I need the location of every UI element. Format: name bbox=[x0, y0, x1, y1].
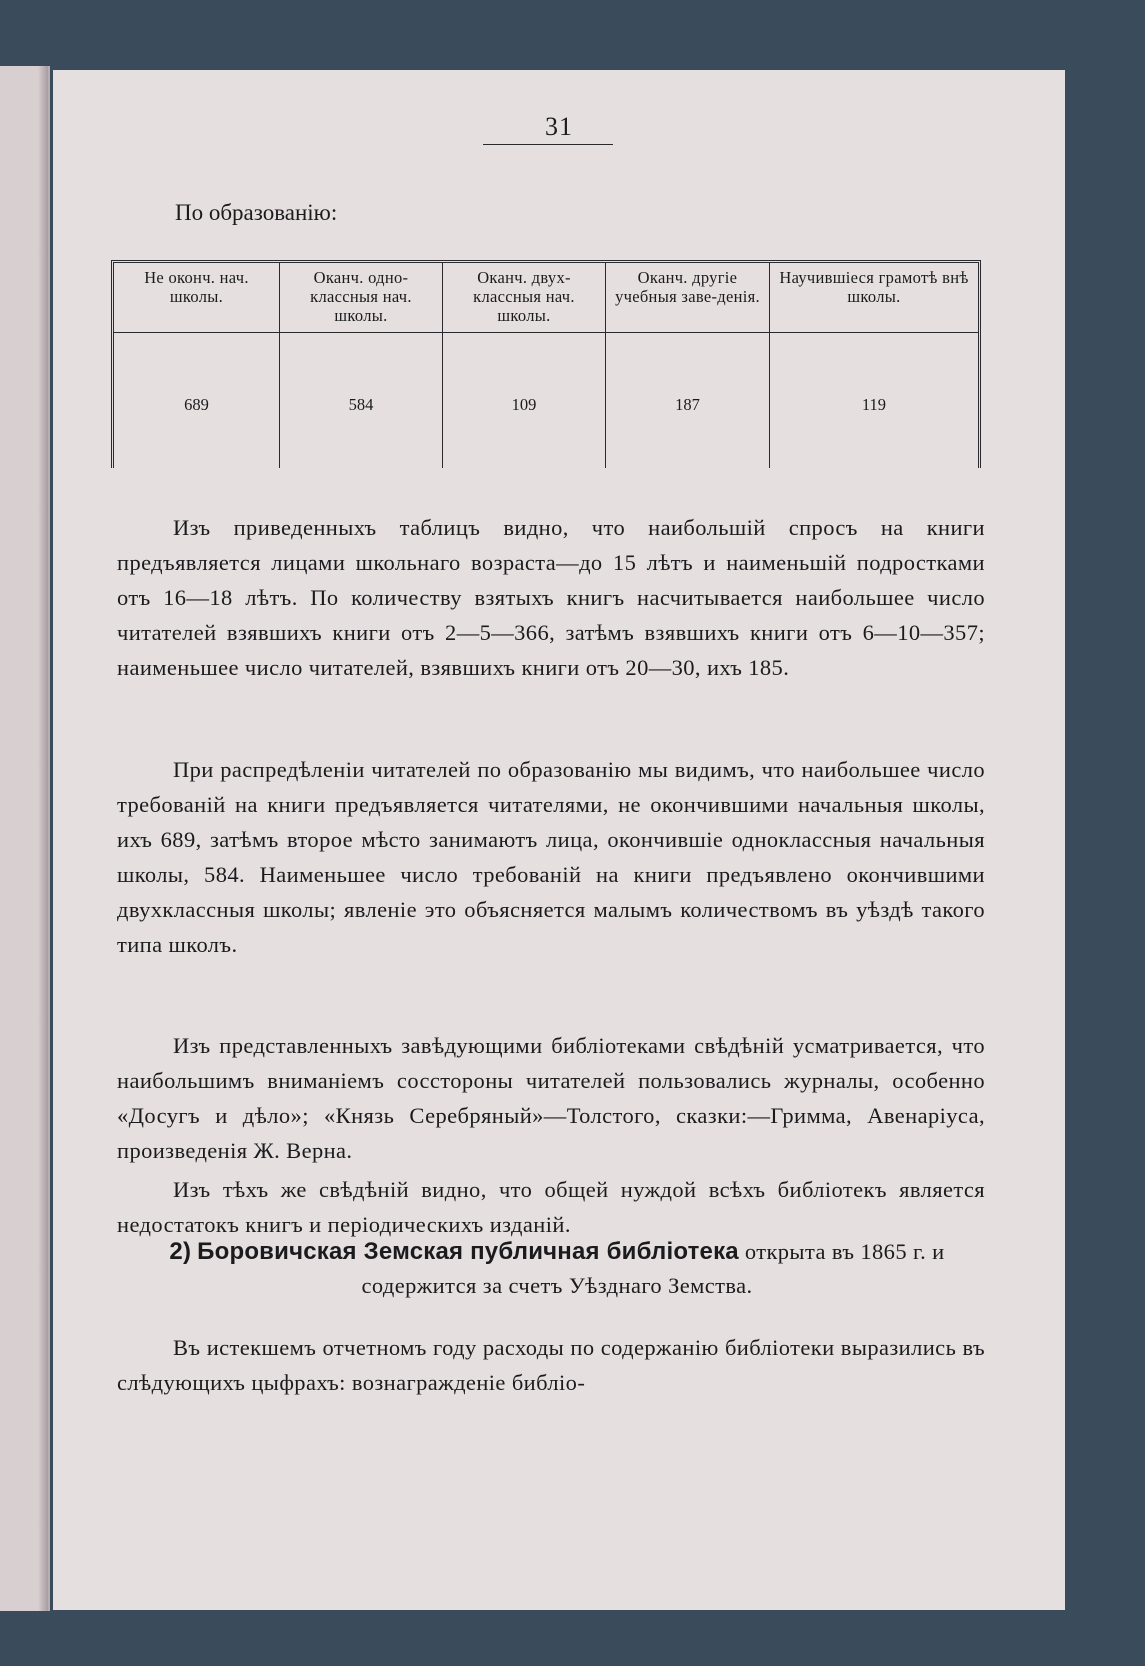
table-value-cell: 689 bbox=[184, 395, 209, 414]
table-value-cell: 187 bbox=[675, 395, 700, 414]
table-column bbox=[770, 263, 978, 468]
table-column bbox=[280, 263, 443, 468]
table-header-cell: Научившіеся грамотѣ внѣ школы. bbox=[770, 263, 978, 333]
body-paragraph: При распредѣленіи читателей по образованію мы видимъ, что наибольшее число требованій на книги предъявляется читателями, не окончившими начальныя школы, ихъ 689, затѣмъ второе мѣсто занимаютъ лица, окончившіе одноклассныя начальныя школы, 584. Наименьшее число требованій на книги предъявлено окончившими двухклассныя школы; явленіе это объясняется малымъ количествомъ въ уѣздѣ такого типа школъ. bbox=[117, 757, 985, 957]
table-header-cell: Не оконч. нач. школы. bbox=[114, 263, 279, 333]
table-value-cell: 109 bbox=[511, 395, 537, 414]
section-title bbox=[117, 1235, 997, 1303]
body-paragraph: Изъ приведенныхъ таблицъ видно, что наибольшій спросъ на книги предъявляется лицами школьнаго возраста—до 15 лѣтъ и наименьшій подростками отъ 16—18 лѣтъ. По количеству взятыхъ книгъ насчитывается наибольшее число читателей взявшихъ книги отъ 2—5—366, затѣмъ взявшихъ книги отъ 6—10—357; наименьшее число читателей, взявшихъ книги отъ 20—30, ихъ 185. bbox=[117, 515, 985, 680]
table-header-cell: Оканч. одно-классныя нач. школы. bbox=[280, 263, 442, 333]
section-number: 2) bbox=[169, 1238, 192, 1265]
body-paragraph: Изъ тѣхъ же свѣдѣній видно, что общей нуждой всѣхъ библіотекъ является недостатокъ книгъ и періодическихъ изданій. bbox=[117, 1177, 985, 1237]
document-page bbox=[53, 70, 1065, 1610]
table-column bbox=[114, 263, 280, 468]
table-value-cell: 119 bbox=[861, 395, 887, 414]
section-title-bold: Боровичская Земская публичная библіотека bbox=[197, 1238, 739, 1265]
page-number-rule bbox=[483, 144, 613, 145]
table-header-cell: Оканч. двух-классныя нач. школы. bbox=[443, 263, 605, 333]
table-value-cell: 584 bbox=[348, 395, 374, 414]
table-column bbox=[443, 263, 606, 468]
body-paragraph: Изъ представленныхъ завѣдующими библіотеками свѣдѣній усматривается, что наибольшимъ вниманіемъ сосстороны читателей пользовались журналы, особенно «Досугъ и дѣло»; «Князь Серебряный»—Толстого, сказки:—Гримма, Авенаріуса, произведенія Ж. Верна. bbox=[117, 1033, 985, 1163]
section-title-rest: открыта въ 1865 г. и содержится за счетъ Уѣзднаго Земства. bbox=[361, 1239, 945, 1298]
facing-page-edge bbox=[0, 66, 50, 1611]
table-heading: По образованію: bbox=[175, 200, 338, 225]
table-column bbox=[606, 263, 770, 468]
education-table bbox=[111, 260, 981, 468]
table-header-cell: Оканч. другіе учебныя заве-денія. bbox=[606, 263, 769, 333]
body-paragraph: Въ истекшемъ отчетномъ году расходы по содержанію библіотеки выразились въ слѣдующихъ цыфрахъ: вознагражденіе библіо- bbox=[117, 1335, 985, 1395]
page-number: 31 bbox=[545, 112, 573, 141]
